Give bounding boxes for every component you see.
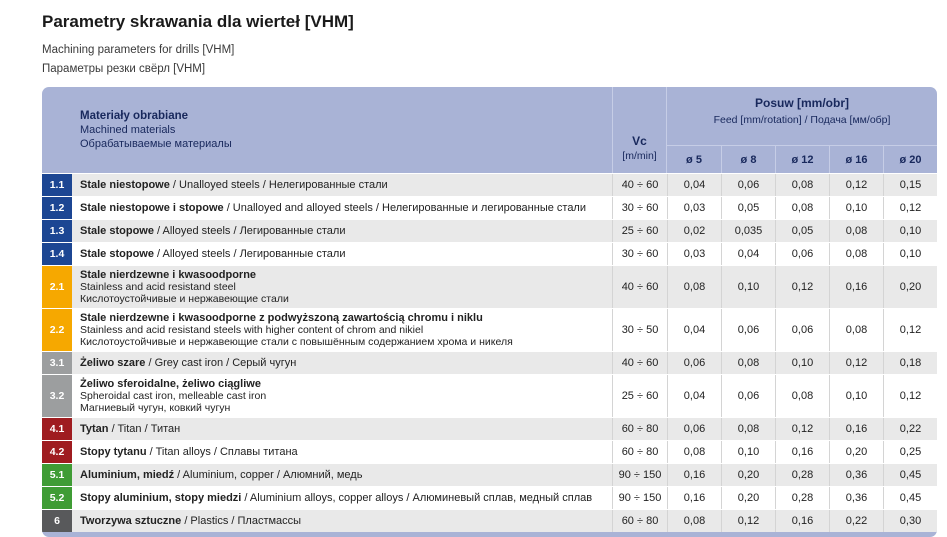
material-description-line: Spheroidal cast iron, melleable cast iron <box>80 390 267 402</box>
table-row <box>42 486 937 509</box>
feed-value: 0,10 <box>721 441 775 463</box>
materials-header-ru: Обрабатываемые материалы <box>80 138 232 150</box>
material-description <box>72 243 612 265</box>
material-description-line: Stale nierdzewne i kwasoodporne z podwyższoną zawartością chromu i niklu <box>80 312 483 324</box>
material-description-line: Tworzywa sztuczne / Plastics / Пластмассы <box>80 515 302 527</box>
material-description <box>72 309 612 351</box>
table-row <box>42 196 937 219</box>
row-id-badge: 4.1 <box>42 418 72 440</box>
material-description <box>72 197 612 219</box>
feed-value: 0,05 <box>721 197 775 219</box>
feed-value: 0,22 <box>829 510 883 532</box>
material-description-line: Кислотоустойчивые и нержавеющие стали с повышённым содержанием хрома и никеля <box>80 336 513 348</box>
feed-value: 0,12 <box>883 197 937 219</box>
table-row <box>42 509 937 532</box>
material-description <box>72 464 612 486</box>
feed-value: 0,10 <box>883 220 937 242</box>
diameter-header-cell: ø 16 <box>829 146 883 173</box>
feed-value: 0,20 <box>721 464 775 486</box>
vc-value: 60 ÷ 80 <box>612 418 667 440</box>
material-description-line: Stale nierdzewne i kwasoodporne <box>80 269 257 281</box>
material-description-line: Tytan / Titan / Титан <box>80 423 181 435</box>
feed-value: 0,12 <box>775 418 829 440</box>
feed-value: 0,45 <box>883 464 937 486</box>
table-row <box>42 417 937 440</box>
row-id-badge: 1.4 <box>42 243 72 265</box>
material-description-line: Stainless and acid resistand steels with higher content of chrom and nikiel <box>80 324 424 336</box>
table-row <box>42 463 937 486</box>
row-id-badge: 5.2 <box>42 487 72 509</box>
material-description-line: Stainless and acid resistand steel <box>80 281 236 293</box>
feed-value: 0,02 <box>667 220 721 242</box>
feed-value: 0,16 <box>829 418 883 440</box>
feed-value: 0,08 <box>775 174 829 196</box>
feed-value: 0,06 <box>667 418 721 440</box>
feed-column-group-header <box>667 87 937 173</box>
material-description-line: Магниевый чугун, ковкий чугун <box>80 402 231 414</box>
material-description-line: Stale stopowe / Alloyed steels / Легированные стали <box>80 248 346 260</box>
diameter-header-cell: ø 5 <box>686 154 702 166</box>
feed-value: 0,04 <box>667 174 721 196</box>
feed-value: 0,08 <box>721 352 775 374</box>
vc-unit: [m/min] <box>622 150 657 162</box>
table-row <box>42 374 937 417</box>
row-id-badge: 1.2 <box>42 197 72 219</box>
material-description-line: Stale stopowe / Alloyed steels / Легированные стали <box>80 225 346 237</box>
table-row <box>42 440 937 463</box>
material-description <box>72 266 612 308</box>
page-title: Parametry skrawania dla wierteł [VHM] <box>42 12 354 31</box>
material-description-line: Stale niestopowe i stopowe / Unalloyed and alloyed steels / Нелегированные и легированные стали <box>80 202 586 214</box>
diameter-header-cell: ø 20 <box>883 146 937 173</box>
diameter-header-row <box>667 145 937 173</box>
feed-value: 0,035 <box>721 220 775 242</box>
feed-value: 0,05 <box>775 220 829 242</box>
feed-value: 0,06 <box>775 243 829 265</box>
vc-value: 40 ÷ 60 <box>612 174 667 196</box>
feed-value: 0,08 <box>667 510 721 532</box>
feed-value: 0,08 <box>829 220 883 242</box>
row-id-badge: 6 <box>42 510 72 532</box>
material-description-line: Stopy aluminium, stopy miedzi / Aluminium alloys, copper alloys / Алюминевый сплав, медный сплав <box>80 492 593 504</box>
feed-value: 0,16 <box>829 266 883 308</box>
feed-value: 0,08 <box>775 375 829 417</box>
feed-value: 0,45 <box>883 487 937 509</box>
materials-header-pl: Materiały obrabiane <box>80 110 189 122</box>
page-subtitle-ru: Параметры резки свёрл [VHM] <box>42 63 206 75</box>
vc-label: Vc <box>632 134 647 148</box>
feed-value: 0,16 <box>667 464 721 486</box>
row-id-badge: 1.3 <box>42 220 72 242</box>
feed-value: 0,25 <box>883 441 937 463</box>
feed-value: 0,16 <box>775 510 829 532</box>
vc-value: 90 ÷ 150 <box>612 487 667 509</box>
feed-value: 0,20 <box>829 441 883 463</box>
row-id-badge: 2.1 <box>42 266 72 308</box>
vc-value: 40 ÷ 60 <box>612 352 667 374</box>
feed-value: 0,08 <box>829 243 883 265</box>
row-id-badge: 2.2 <box>42 309 72 351</box>
feed-value: 0,08 <box>721 418 775 440</box>
row-id-badge: 3.1 <box>42 352 72 374</box>
feed-value: 0,12 <box>829 174 883 196</box>
feed-subtitle: Feed [mm/rotation] / Подача [мм/обр] <box>713 114 891 126</box>
feed-value: 0,10 <box>721 266 775 308</box>
feed-value: 0,06 <box>721 375 775 417</box>
feed-value: 0,36 <box>829 487 883 509</box>
vc-value: 25 ÷ 60 <box>612 375 667 417</box>
material-description <box>72 487 612 509</box>
material-description <box>72 352 612 374</box>
row-id-badge: 5.1 <box>42 464 72 486</box>
feed-value: 0,22 <box>883 418 937 440</box>
vc-value: 30 ÷ 60 <box>612 243 667 265</box>
material-description <box>72 441 612 463</box>
feed-value: 0,28 <box>775 464 829 486</box>
feed-value: 0,06 <box>721 309 775 351</box>
feed-value: 0,15 <box>883 174 937 196</box>
machining-parameters-table <box>42 87 937 537</box>
vc-value: 60 ÷ 80 <box>612 510 667 532</box>
feed-value: 0,12 <box>721 510 775 532</box>
feed-value: 0,06 <box>667 352 721 374</box>
material-description <box>72 220 612 242</box>
feed-value: 0,16 <box>667 487 721 509</box>
material-description-line: Aluminium, miedź / Aluminium, copper / Алюмний, медь <box>80 469 363 481</box>
table-row <box>42 242 937 265</box>
feed-value: 0,08 <box>829 309 883 351</box>
table-row <box>42 351 937 374</box>
feed-value: 0,08 <box>775 197 829 219</box>
feed-value: 0,08 <box>667 266 721 308</box>
table-row <box>42 308 937 351</box>
feed-value: 0,06 <box>775 309 829 351</box>
row-id-badge: 1.1 <box>42 174 72 196</box>
feed-value: 0,18 <box>883 352 937 374</box>
feed-value: 0,10 <box>883 243 937 265</box>
row-id-badge: 3.2 <box>42 375 72 417</box>
feed-value: 0,06 <box>721 174 775 196</box>
material-description <box>72 418 612 440</box>
feed-value: 0,36 <box>829 464 883 486</box>
table-row <box>42 265 937 308</box>
feed-value: 0,30 <box>883 510 937 532</box>
feed-value: 0,10 <box>829 197 883 219</box>
vc-value: 40 ÷ 60 <box>612 266 667 308</box>
page-subtitle-en: Machining parameters for drills [VHM] <box>42 44 235 56</box>
diameter-header-cell: ø 12 <box>775 146 829 173</box>
vc-value: 90 ÷ 150 <box>612 464 667 486</box>
feed-value: 0,04 <box>667 375 721 417</box>
vc-value: 25 ÷ 60 <box>612 220 667 242</box>
material-description-line: Кислотоустойчивые и нержавеющие стали <box>80 293 289 305</box>
feed-value: 0,12 <box>883 375 937 417</box>
feed-value: 0,04 <box>721 243 775 265</box>
feed-value: 0,16 <box>775 441 829 463</box>
materials-column-header <box>72 87 612 173</box>
material-description-line: Żeliwo szare / Grey cast iron / Серый чугун <box>80 357 297 369</box>
vc-column-header <box>612 87 667 173</box>
feed-value: 0,08 <box>667 441 721 463</box>
feed-title: Posuw [mm/obr] <box>754 96 849 110</box>
vc-value: 30 ÷ 50 <box>612 309 667 351</box>
feed-value: 0,20 <box>883 266 937 308</box>
table-header <box>42 87 937 173</box>
material-description <box>72 510 612 532</box>
vc-value: 60 ÷ 80 <box>612 441 667 463</box>
table-row <box>42 219 937 242</box>
feed-value: 0,28 <box>775 487 829 509</box>
feed-value: 0,10 <box>829 375 883 417</box>
feed-value: 0,04 <box>667 309 721 351</box>
row-id-badge: 4.2 <box>42 441 72 463</box>
feed-value: 0,03 <box>667 243 721 265</box>
feed-value: 0,03 <box>667 197 721 219</box>
badge-column-header-spacer <box>42 87 72 173</box>
material-description <box>72 174 612 196</box>
material-description <box>72 375 612 417</box>
feed-value: 0,12 <box>829 352 883 374</box>
material-description-line: Stale niestopowe / Unalloyed steels / Нелегированные стали <box>80 179 388 191</box>
feed-value: 0,10 <box>775 352 829 374</box>
feed-value: 0,12 <box>775 266 829 308</box>
materials-header-en: Machined materials <box>80 124 176 136</box>
material-description-line: Stopy tytanu / Titan alloys / Сплавы титана <box>80 446 298 458</box>
diameter-header-cell: ø 8 <box>721 146 775 173</box>
feed-value: 0,20 <box>721 487 775 509</box>
table-row <box>42 173 937 196</box>
table-body <box>42 173 937 532</box>
material-description-line: Żeliwo sferoidalne, żeliwo ciągliwe <box>80 378 261 390</box>
vc-value: 30 ÷ 60 <box>612 197 667 219</box>
feed-value: 0,12 <box>883 309 937 351</box>
